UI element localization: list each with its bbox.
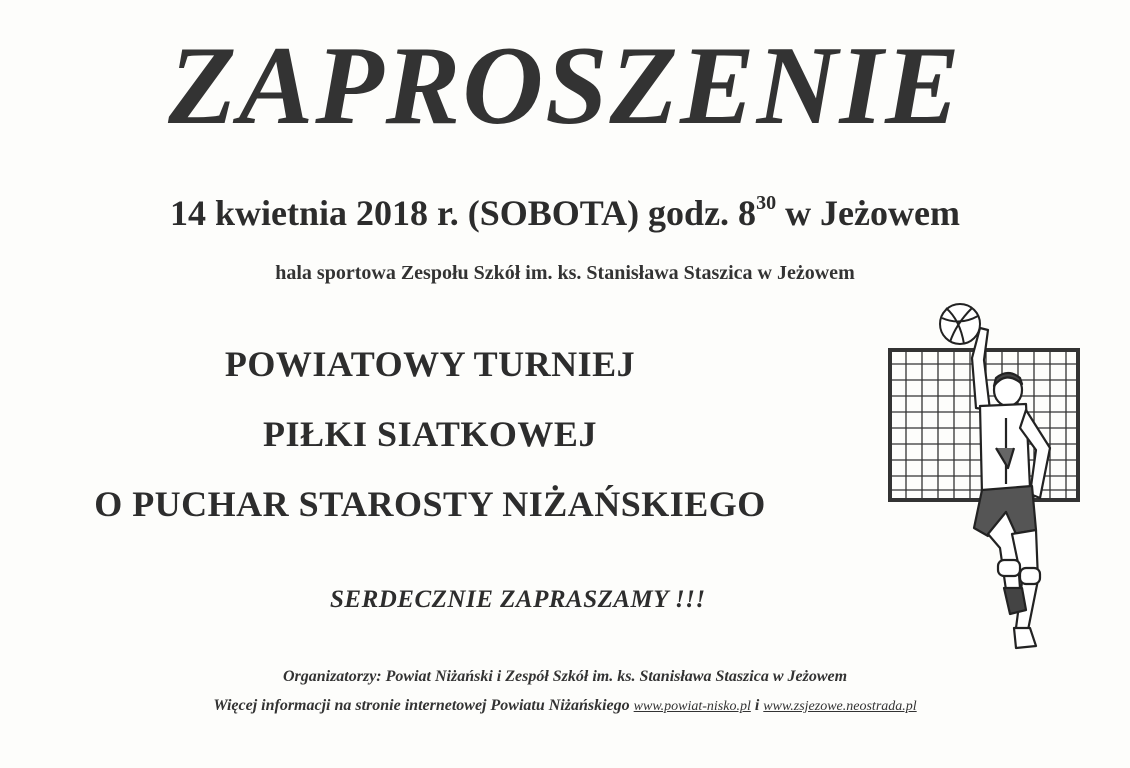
greeting: SERDECZNIE ZAPRASZAMY !!! (330, 586, 706, 613)
event-date: 14 kwietnia 2018 r. (SOBOTA) godz. 8 (170, 193, 757, 233)
more-info (0, 697, 1130, 715)
link-powiat-nisko[interactable]: www.powiat-nisko.pl (633, 699, 751, 714)
event-date-line (0, 192, 1130, 234)
page-title: ZAPROSZENIE (168, 24, 962, 148)
event-name-line-3: O PUCHAR STAROSTY NIŻAŃSKIEGO (94, 484, 766, 524)
event-place: w Jeżowem (776, 193, 960, 233)
event-name-line-2: PIŁKI SIATKOWEJ (263, 414, 597, 454)
event-hour-minutes: 30 (756, 192, 777, 214)
link-separator: i (750, 697, 764, 714)
more-info-text: Więcej informacji na stronie internetowej Powiatu Niżańskiego (213, 697, 634, 714)
volleyball-player-at-net-icon (880, 298, 1090, 654)
event-name-line-1: POWIATOWY TURNIEJ (224, 344, 636, 384)
event-venue: hala sportowa Zespołu Szkół im. ks. Stanisława Staszica w Jeżowem (275, 262, 855, 284)
organizers: Organizatorzy: Powiat Niżański i Zespół Szkół im. ks. Stanisława Staszica w Jeżowem (282, 668, 848, 685)
link-zsjezowe[interactable]: www.zsjezowe.neostrada.pl (763, 699, 917, 714)
